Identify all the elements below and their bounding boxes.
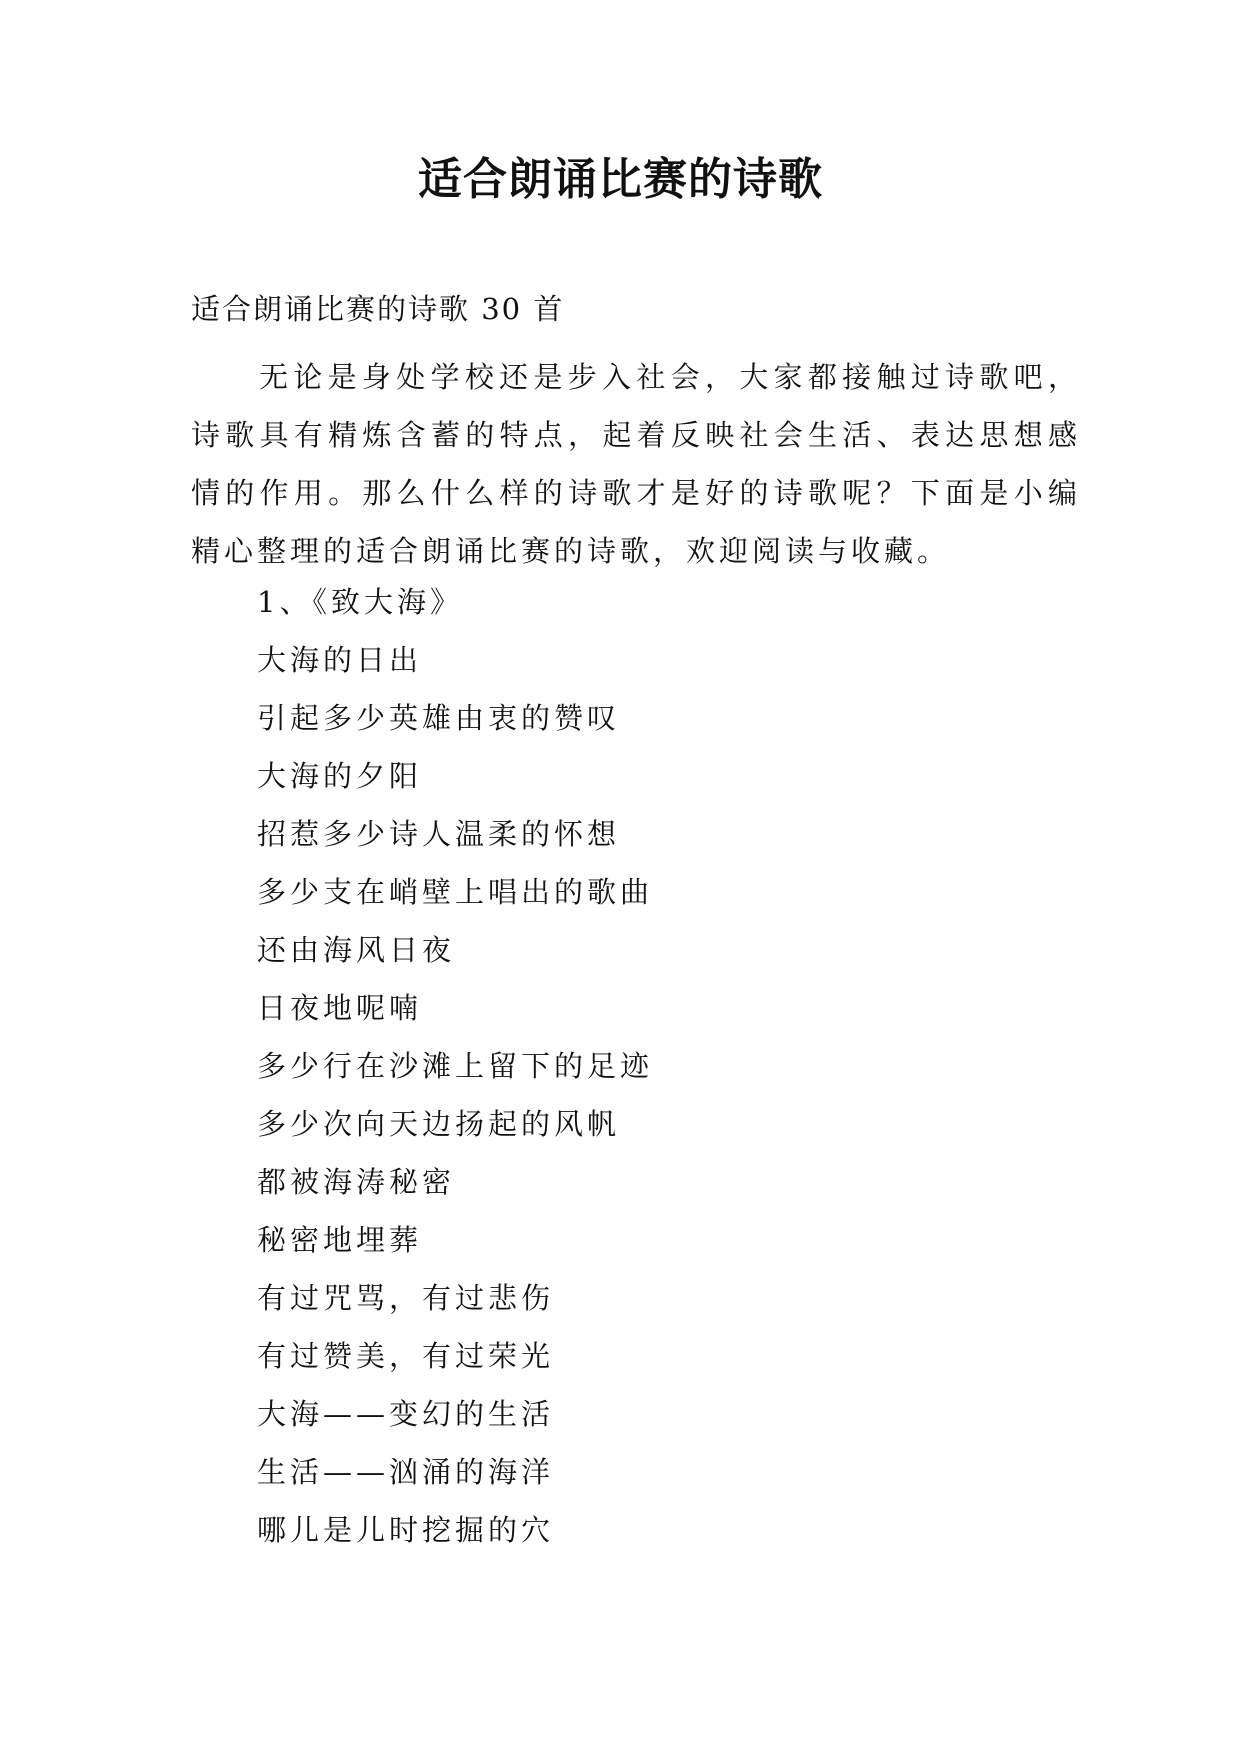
poem-line: 秘密地埋葬 [257,1223,423,1257]
poem-body [257,573,653,1559]
poem-line: 哪儿是儿时挖掘的穴 [257,1513,555,1547]
poem-line: 日夜地呢喃 [257,991,423,1025]
poem-line: 生活——汹涌的海洋 [257,1455,555,1489]
poem-line: 还由海风日夜 [257,933,456,967]
poem-line: 大海——变幻的生活 [257,1397,555,1431]
poem-line: 都被海涛秘密 [257,1165,456,1199]
poem-line: 多少支在峭壁上唱出的歌曲 [257,875,654,909]
poem-line: 大海的夕阳 [257,759,423,793]
poem-heading: 1、《致大海》 [257,585,463,619]
document-title: 适合朗诵比赛的诗歌 [418,154,823,205]
poem-line: 大海的日出 [257,643,423,677]
poem-line: 有过赞美，有过荣光 [257,1339,555,1373]
poem-line: 多少行在沙滩上留下的足迹 [257,1049,654,1083]
poem-line: 多少次向天边扬起的风帆 [257,1107,621,1141]
poem-line: 引起多少英雄由衷的赞叹 [257,701,621,735]
document-subtitle: 适合朗诵比赛的诗歌 30 首 [191,292,565,326]
poem-line: 招惹多少诗人温柔的怀想 [257,817,621,851]
poem-line: 有过咒骂，有过悲伤 [257,1281,555,1315]
intro-paragraph: 无论是身处学校还是步入社会，大家都接触过诗歌吧，诗歌具有精炼含蓄的特点，起着反映社会生活、表达思想感情的作用。那么什么样的诗歌才是好的诗歌呢？下面是小编精心整理的适合朗诵比赛的诗歌，欢迎阅读与收藏。 [191,360,1081,568]
